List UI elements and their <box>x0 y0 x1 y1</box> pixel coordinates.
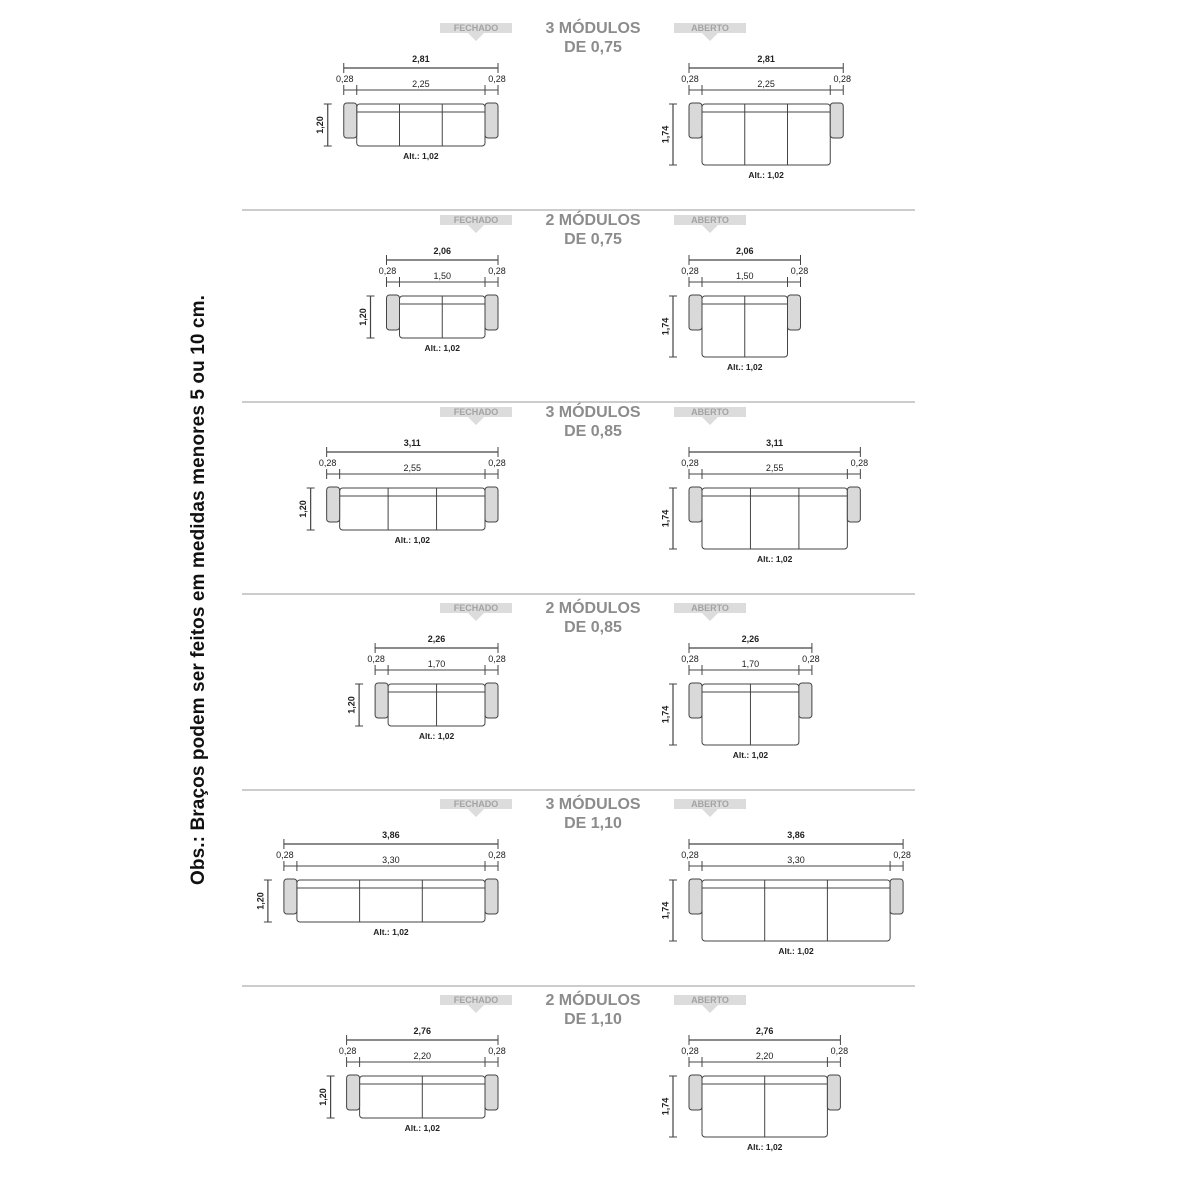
height-label: Alt.: 1,02 <box>418 731 455 741</box>
inner-width-label: 2,20 <box>413 1051 432 1061</box>
right-arm <box>485 879 498 914</box>
right-arm <box>485 295 498 330</box>
depth-label: 1,20 <box>255 892 266 910</box>
inner-width-label: 2,55 <box>403 463 422 473</box>
inner-width-label: 1,50 <box>735 271 754 281</box>
left-arm <box>689 683 702 718</box>
right-arm-width-label: 0,28 <box>893 850 911 860</box>
right-arm <box>847 487 860 522</box>
left-arm-width-label: 0,28 <box>681 654 699 664</box>
total-width-label: 2,81 <box>757 54 775 64</box>
open-sofa <box>660 1026 848 1152</box>
left-arm-width-label: 0,28 <box>276 850 294 860</box>
right-arm <box>890 879 903 914</box>
open-tag <box>674 407 746 425</box>
closed-tag <box>440 407 512 425</box>
section-title-line1: 2 MÓDULOS <box>545 992 641 1009</box>
arrow-tag-label: ABERTO <box>691 995 729 1005</box>
arrow-tag-label: FECHADO <box>453 603 499 613</box>
left-arm-width-label: 0,28 <box>318 458 337 468</box>
left-arm-width-label: 0,28 <box>378 266 397 276</box>
inner-width-label: 2,25 <box>412 79 430 89</box>
height-label: Alt.: 1,02 <box>373 927 409 937</box>
open-tag <box>674 995 746 1013</box>
right-arm <box>827 1075 840 1110</box>
depth-label: 1,74 <box>660 705 671 724</box>
left-arm <box>689 295 702 330</box>
left-arm-width-label: 0,28 <box>338 1046 357 1056</box>
closed-sofa <box>315 54 506 161</box>
arrow-tag-label: FECHADO <box>453 215 499 225</box>
section-title-line1: 3 MÓDULOS <box>545 796 641 813</box>
sofa-seat <box>357 104 485 146</box>
closed-sofa <box>346 634 505 741</box>
right-arm-width-label: 0,28 <box>488 1046 506 1056</box>
inner-width-label: 2,55 <box>765 463 784 473</box>
closed-tag <box>440 603 512 621</box>
right-arm-width-label: 0,28 <box>790 266 809 276</box>
height-label: Alt.: 1,02 <box>748 170 784 180</box>
section-title-line1: 3 MÓDULOS <box>545 20 641 37</box>
depth-label: 1,74 <box>660 509 671 528</box>
depth-label: 1,20 <box>357 308 368 326</box>
open-sofa <box>660 438 868 564</box>
depth-label: 1,74 <box>660 1097 671 1116</box>
left-arm-width-label: 0,28 <box>681 74 699 84</box>
left-arm <box>387 295 400 330</box>
inner-width-label: 3,30 <box>382 855 400 865</box>
height-label: Alt.: 1,02 <box>756 554 793 564</box>
open-sofa <box>660 246 808 372</box>
depth-label: 1,74 <box>660 125 671 144</box>
section-5 <box>242 794 915 986</box>
left-arm <box>284 879 297 914</box>
section-1 <box>242 18 915 210</box>
inner-width-label: 1,50 <box>433 271 452 281</box>
left-arm <box>347 1075 360 1110</box>
closed-tag <box>440 215 512 233</box>
sofa-seat <box>702 880 890 941</box>
total-width-label: 2,06 <box>735 246 754 256</box>
depth-label: 1,20 <box>315 116 326 134</box>
total-width-label: 2,81 <box>412 54 430 64</box>
left-arm <box>689 879 702 914</box>
arrow-tag-label: ABERTO <box>691 799 729 809</box>
open-tag <box>674 799 746 817</box>
height-label: Alt.: 1,02 <box>394 535 431 545</box>
right-arm-width-label: 0,28 <box>488 266 506 276</box>
arrow-tag-label: FECHADO <box>453 23 499 33</box>
closed-tag <box>440 23 512 41</box>
left-arm-width-label: 0,28 <box>681 850 699 860</box>
left-arm-width-label: 0,28 <box>681 1046 699 1056</box>
inner-width-label: 1,70 <box>741 659 760 669</box>
right-arm <box>485 683 498 718</box>
closed-tag <box>440 995 512 1013</box>
closed-sofa <box>358 246 506 353</box>
total-width-label: 2,06 <box>433 246 452 256</box>
total-width-label: 2,26 <box>427 634 446 644</box>
right-arm <box>485 487 498 522</box>
closed-tag <box>440 799 512 817</box>
inner-width-label: 1,70 <box>427 659 446 669</box>
closed-sofa <box>298 438 506 545</box>
height-label: Alt.: 1,02 <box>727 362 763 372</box>
right-arm-width-label: 0,28 <box>488 654 506 664</box>
arrow-tag-label: FECHADO <box>453 799 499 809</box>
height-label: Alt.: 1,02 <box>746 1142 783 1152</box>
left-arm-width-label: 0,28 <box>681 458 699 468</box>
right-arm-width-label: 0,28 <box>488 850 506 860</box>
depth-label: 1,74 <box>660 317 671 336</box>
right-arm-width-label: 0,28 <box>833 74 852 84</box>
height-label: Alt.: 1,02 <box>404 1123 441 1133</box>
left-arm <box>344 103 357 138</box>
total-width-label: 3,11 <box>766 438 784 448</box>
sofa-seat <box>297 880 485 922</box>
right-arm-width-label: 0,28 <box>830 1046 849 1056</box>
arrow-tag-label: ABERTO <box>691 23 729 33</box>
section-6 <box>318 990 848 1152</box>
left-arm <box>689 103 702 138</box>
section-2 <box>242 210 915 402</box>
section-title-line2: DE 1,10 <box>564 815 622 832</box>
right-arm <box>830 103 843 138</box>
sofa-seat <box>702 104 830 165</box>
section-4 <box>242 598 915 790</box>
open-tag <box>674 23 746 41</box>
open-tag <box>674 215 746 233</box>
total-width-label: 2,76 <box>755 1026 774 1036</box>
arrow-tag-label: ABERTO <box>691 407 729 417</box>
right-arm <box>799 683 812 718</box>
total-width-label: 2,26 <box>741 634 760 644</box>
depth-label: 1,20 <box>346 696 357 714</box>
height-label: Alt.: 1,02 <box>732 750 769 760</box>
arrow-tag-label: FECHADO <box>453 995 499 1005</box>
left-arm-width-label: 0,28 <box>681 266 699 276</box>
closed-sofa <box>318 1026 506 1133</box>
sofa-seat <box>340 488 485 530</box>
side-note-text: Obs.: Braços podem ser feitos em medidas menores 5 ou 10 cm. <box>188 295 209 885</box>
right-arm-width-label: 0,28 <box>488 74 506 84</box>
total-width-label: 3,86 <box>382 830 400 840</box>
left-arm <box>375 683 388 718</box>
arrow-tag-label: ABERTO <box>691 603 729 613</box>
section-title-line2: DE 0,85 <box>564 619 622 636</box>
height-label: Alt.: 1,02 <box>778 946 814 956</box>
right-arm-width-label: 0,28 <box>488 458 506 468</box>
inner-width-label: 2,25 <box>757 79 775 89</box>
right-arm <box>485 1075 498 1110</box>
left-arm-width-label: 0,28 <box>367 654 385 664</box>
left-arm <box>327 487 340 522</box>
total-width-label: 3,11 <box>403 438 421 448</box>
section-title-line1: 2 MÓDULOS <box>545 212 641 229</box>
height-label: Alt.: 1,02 <box>403 151 439 161</box>
total-width-label: 2,76 <box>413 1026 432 1036</box>
arrow-tag-label: FECHADO <box>453 407 499 417</box>
section-title-line2: DE 0,75 <box>564 231 622 248</box>
right-arm-width-label: 0,28 <box>802 654 820 664</box>
right-arm <box>788 295 801 330</box>
open-tag <box>674 603 746 621</box>
right-arm <box>485 103 498 138</box>
section-title-line1: 2 MÓDULOS <box>545 600 641 617</box>
right-arm-width-label: 0,28 <box>850 458 869 468</box>
left-arm <box>689 1075 702 1110</box>
depth-label: 1,20 <box>317 1088 328 1106</box>
open-sofa <box>660 830 910 956</box>
closed-sofa <box>255 830 505 937</box>
section-title-line2: DE 0,85 <box>564 423 622 440</box>
total-width-label: 3,86 <box>787 830 805 840</box>
open-sofa <box>660 634 819 760</box>
arrow-tag-label: ABERTO <box>691 215 729 225</box>
inner-width-label: 2,20 <box>755 1051 774 1061</box>
section-title-line2: DE 0,75 <box>564 39 622 56</box>
depth-label: 1,20 <box>298 500 309 518</box>
section-title-line1: 3 MÓDULOS <box>545 404 641 421</box>
open-sofa <box>660 54 851 180</box>
inner-width-label: 3,30 <box>787 855 805 865</box>
height-label: Alt.: 1,02 <box>424 343 460 353</box>
depth-label: 1,74 <box>660 901 671 920</box>
left-arm <box>689 487 702 522</box>
section-3 <box>242 402 915 594</box>
sofa-seat <box>702 488 847 549</box>
left-arm-width-label: 0,28 <box>335 74 354 84</box>
section-title-line2: DE 1,10 <box>564 1011 622 1028</box>
